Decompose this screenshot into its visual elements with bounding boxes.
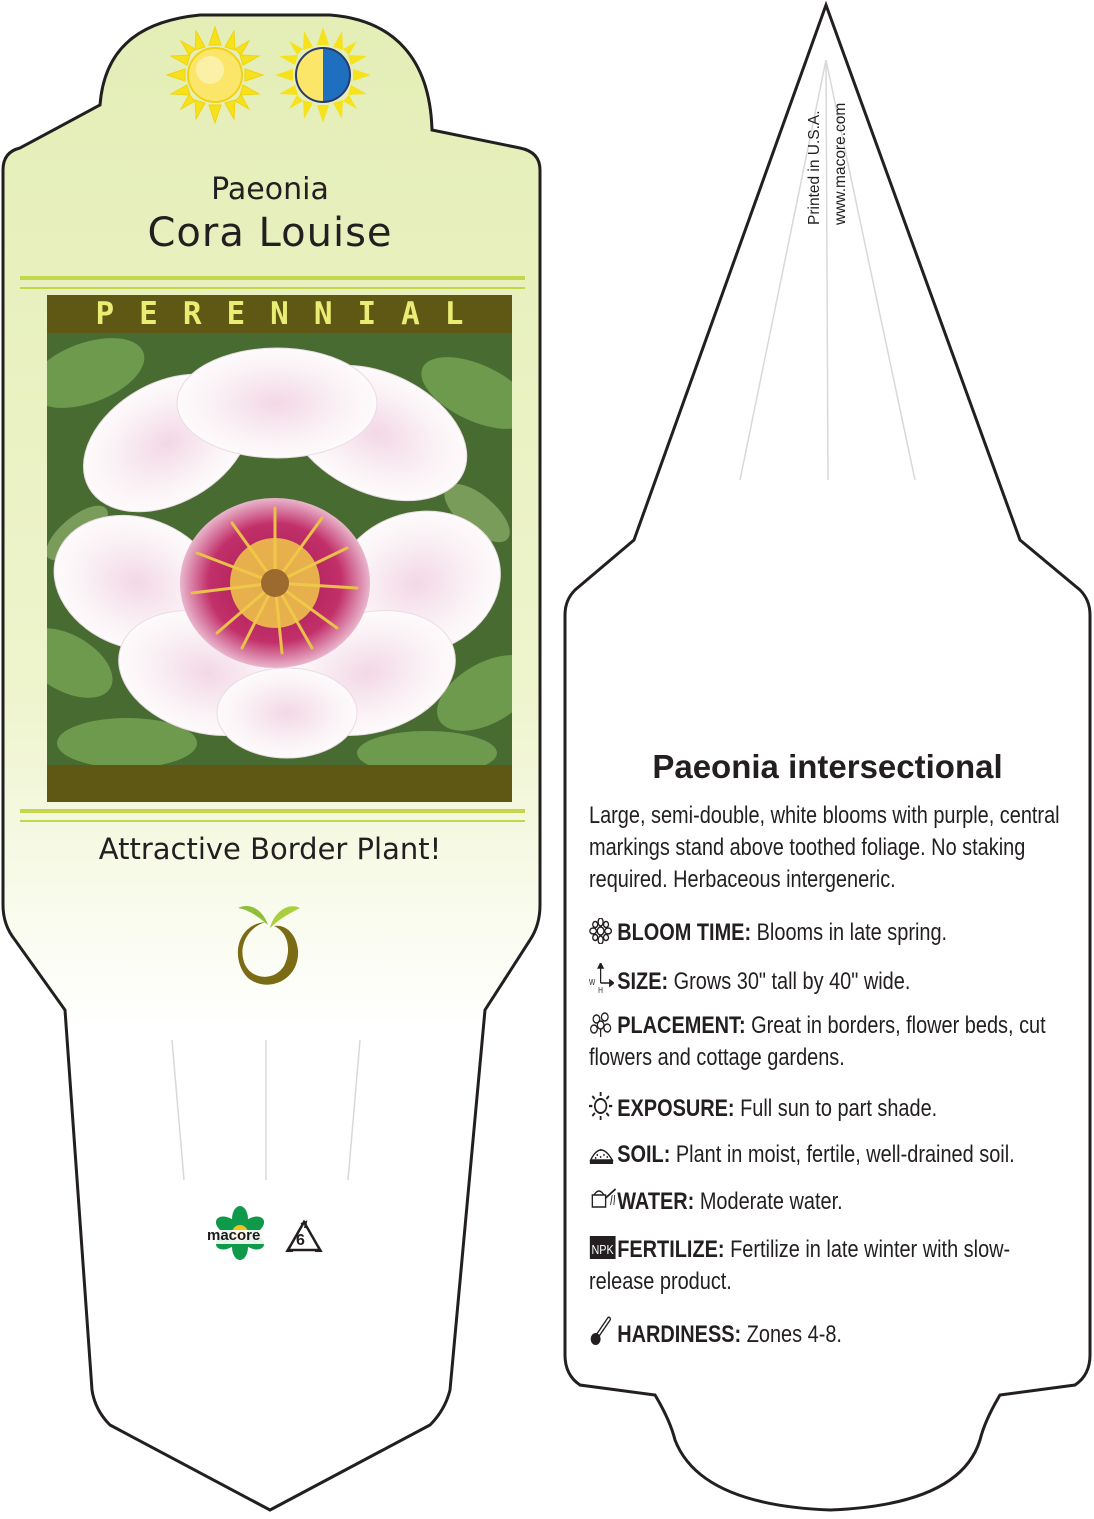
part-shade-icon xyxy=(273,25,373,125)
size-w-letter: W xyxy=(589,977,596,988)
flower-photo xyxy=(47,333,512,765)
attribute-label: EXPOSURE: xyxy=(617,1095,735,1122)
attribute-water xyxy=(589,1185,1069,1218)
watering-can-icon xyxy=(589,1185,617,1211)
npk-icon xyxy=(589,1233,617,1259)
soil-icon xyxy=(589,1138,617,1164)
flower-icon xyxy=(589,918,617,944)
cultivar-name: Cora Louise xyxy=(147,210,393,256)
attribute-bloom-time xyxy=(589,917,1069,949)
attribute-label: SOIL: xyxy=(617,1141,671,1168)
attribute-placement xyxy=(589,1010,1069,1074)
placement-icon xyxy=(589,1011,617,1037)
thermometer-icon xyxy=(589,1316,617,1342)
attribute-label: WATER: xyxy=(617,1188,695,1215)
attribute-value: Grows 30" tall by 40" wide. xyxy=(673,968,911,995)
photo-bottom-band xyxy=(47,765,512,802)
attribute-value: Great in borders, flower beds, cut flowers and cottage gardens. xyxy=(589,1012,1046,1071)
npk-text: NPK xyxy=(591,1242,614,1258)
macore-logo xyxy=(205,1205,275,1270)
brand-name: macore xyxy=(207,1227,261,1244)
size-h-letter: H xyxy=(598,985,603,993)
attribute-label: HARDINESS: xyxy=(617,1321,742,1348)
attribute-soil xyxy=(589,1138,1069,1171)
sun-icon xyxy=(589,1092,617,1118)
attribute-fertilize xyxy=(589,1233,1069,1298)
attribute-size xyxy=(589,963,1069,998)
attribute-hardiness xyxy=(589,1316,1069,1351)
attribute-label: SIZE: xyxy=(617,968,669,995)
recycle-code: 6 xyxy=(296,1232,305,1249)
size-icon xyxy=(589,963,617,993)
tagline: Attractive Border Plant! xyxy=(98,832,442,866)
attribute-value: Blooms in late spring. xyxy=(756,919,948,946)
attribute-label: BLOOM TIME: xyxy=(617,919,752,946)
attribute-label: FERTILIZE: xyxy=(617,1236,725,1263)
sprout-logo-icon xyxy=(228,890,303,990)
category-label: PERENNIAL xyxy=(95,296,489,332)
scientific-name: Paeonia intersectional xyxy=(652,748,1003,785)
attribute-value: Zones 4-8. xyxy=(746,1321,842,1348)
attribute-value: Full sun to part shade. xyxy=(740,1095,938,1122)
printed-in: Printed in U.S.A. xyxy=(806,110,823,225)
attribute-exposure xyxy=(589,1092,1069,1125)
attribute-label: PLACEMENT: xyxy=(617,1012,746,1039)
full-sun-icon xyxy=(165,25,265,125)
website: www.macore.com xyxy=(832,102,849,225)
attribute-value: Fertilize in late winter with slow-release product. xyxy=(589,1236,1011,1295)
attribute-value: Moderate water. xyxy=(699,1188,843,1215)
genus-name: Paeonia xyxy=(211,172,329,207)
attribute-value: Plant in moist, fertile, well-drained soil. xyxy=(675,1141,1015,1168)
description: Large, semi-double, white blooms with purple, central markings stand above toothed foliage. No staking required. Herbaceous intergeneric. xyxy=(589,802,1060,893)
